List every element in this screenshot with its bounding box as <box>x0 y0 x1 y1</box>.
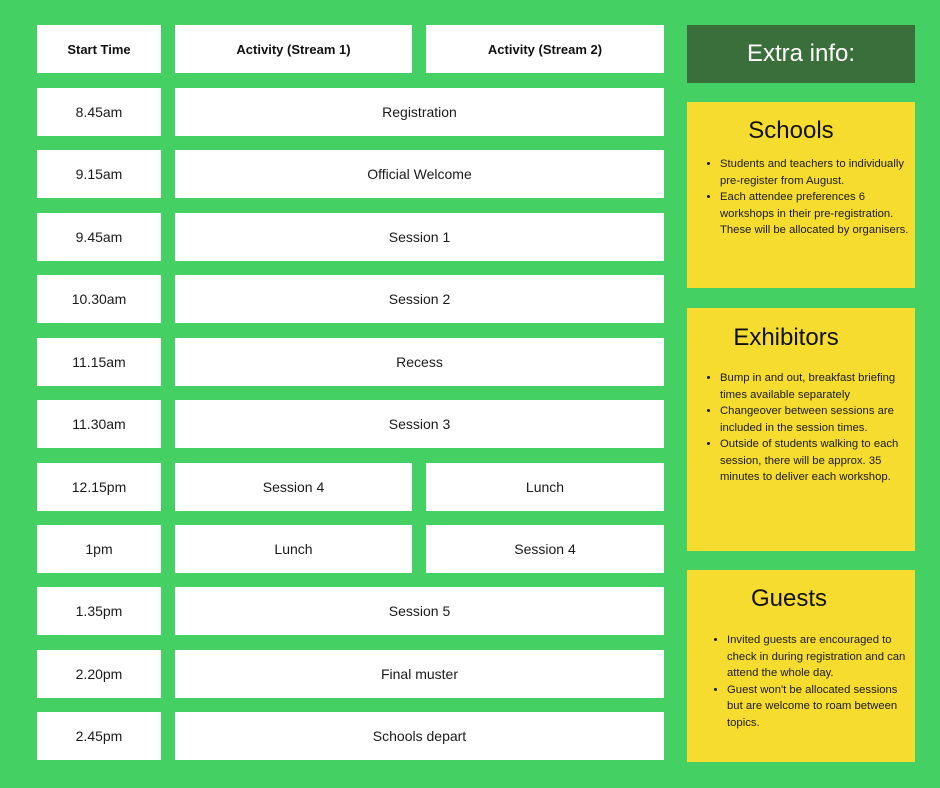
schools-list <box>702 156 910 239</box>
row-time: 1.35pm <box>37 587 161 635</box>
row-stream-1: Lunch <box>175 525 412 573</box>
list-item: • Guest won't be allocated sessions but are welcome to roam between topics. <box>727 682 912 732</box>
guests-card <box>687 570 915 762</box>
schools-heading: Schools <box>748 117 834 144</box>
row-time: 11.15am <box>37 338 161 386</box>
row-stream-2: Lunch <box>426 463 664 511</box>
row-activity: Registration <box>175 88 664 136</box>
row-time: 11.30am <box>37 400 161 448</box>
row-time: 10.30am <box>37 275 161 323</box>
row-activity: Final muster <box>175 650 664 698</box>
row-activity: Official Welcome <box>175 150 664 198</box>
guests-heading: Guests <box>750 585 828 612</box>
row-time: 2.20pm <box>37 650 161 698</box>
row-time: 9.45am <box>37 213 161 261</box>
row-activity: Session 2 <box>175 275 664 323</box>
list-item: • Invited guests are encouraged to check in during registration and can attend the whole day. <box>727 632 912 682</box>
exhibitors-heading: Exhibitors <box>733 324 839 351</box>
row-time: 9.15am <box>37 150 161 198</box>
header-stream-1: Activity (Stream 1) <box>175 25 412 73</box>
row-time: 12.15pm <box>37 463 161 511</box>
list-item: • Bump in and out, breakfast briefing times available separately <box>720 370 910 403</box>
schools-card <box>687 102 915 288</box>
list-item: • Each attendee preferences 6 workshops in their pre-registration. These will be allocated by organisers. <box>720 189 910 239</box>
row-time: 1pm <box>37 525 161 573</box>
exhibitors-card <box>687 308 915 551</box>
row-activity: Session 5 <box>175 587 664 635</box>
row-stream-2: Session 4 <box>426 525 664 573</box>
list-item: • Students and teachers to individually pre-register from August. <box>720 156 910 189</box>
row-activity: Session 1 <box>175 213 664 261</box>
list-item: • Changeover between sessions are included in the session times. <box>720 403 910 436</box>
row-activity: Session 3 <box>175 400 664 448</box>
list-item: • Outside of students walking to each session, there will be approx. 35 minutes to deliver each workshop. <box>720 436 910 486</box>
row-stream-1: Session 4 <box>175 463 412 511</box>
row-time: 2.45pm <box>37 712 161 760</box>
header-start-time: Start Time <box>37 25 161 73</box>
row-time: 8.45am <box>37 88 161 136</box>
exhibitors-list <box>702 370 910 486</box>
row-activity: Schools depart <box>175 712 664 760</box>
extra-info-title: Extra info: <box>687 25 915 83</box>
guests-list <box>709 632 912 731</box>
header-stream-2: Activity (Stream 2) <box>426 25 664 73</box>
row-activity: Recess <box>175 338 664 386</box>
